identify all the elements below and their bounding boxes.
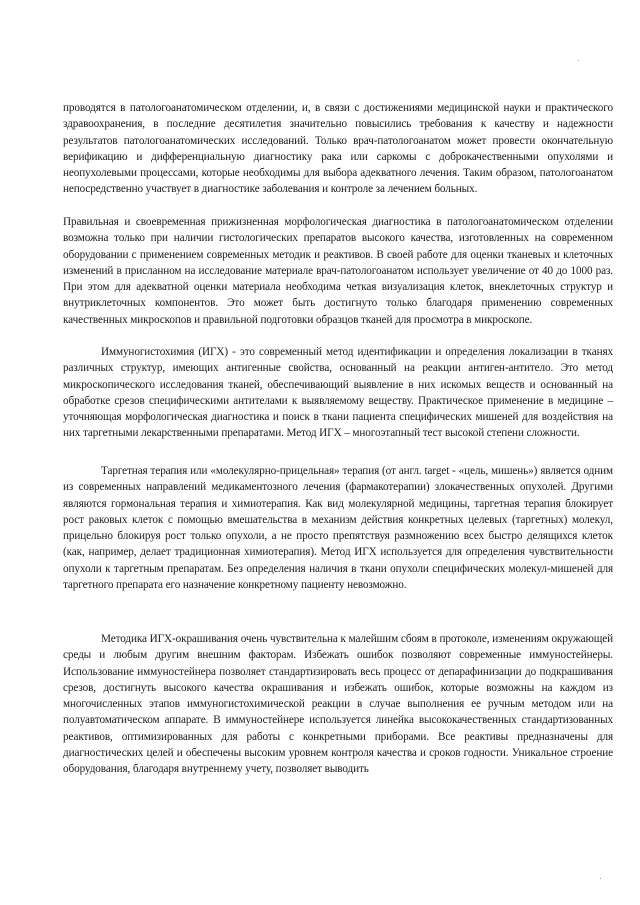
paragraph-text: проводятся в патологоанатомическом отделении, и, в связи с достижениями медицинской науки и практического здравоохранения, в последние десятилетия значительно повысились требования к качеству и надежности результатов патологоанатомических исследований. Только врач-патологоанатом может провести окончательную верификацию и дифференциальную диагностику рака или саркомы с доброкачественными опухолями и неопухолевыми процессами, которые необходимы для выбора адекватного лечения. Таким образом, патологоанатом непосредственно участвует в диагностике заболевания и контроле за лечением больных. — [63, 102, 613, 196]
paragraph-text: Методика ИГХ-окрашивания очень чувствительна к малейшим сбоям в протоколе, изменениям окружающей среды и любым другим внешним факторам. Избежать ошибок позволяют современные иммуностейнеры. Использование иммуностейнера позволяет стандартизировать весь процесс от депарафинизации до подкрашивания срезов, достигнуть высокого качества окрашивания и избежать ошибок, которые возможны на каждом из многочисленных этапов иммуногистохимической реакции в случае выполнения ее ручным методом или на полуавтоматическом аппарате. В иммуностейнере используется линейка высококачественных стандартизованных реактивов, оптимизированных для работы с конкретными приборами. Все реактивы предназначены для диагностических целей и обеспечены высоким уровнем контроля качества и сроков годности. Уникальное строение оборудования, благодаря внутреннему учету, позволяет выводить — [63, 633, 613, 775]
paragraph-pathology-department — [63, 100, 613, 198]
paragraph-text: Таргетная терапия или «молекулярно-прицельная» терапия (от англ. target - «цель, мишень») является одним из современных направлений медикаментозного лечения (фармакотерапии) злокачественных опухолей. Другими являются гормональная терапия и химиотерапия. Как вид молекулярной медицины, таргетная терапия блокирует рост раковых клеток с помощью вмешательства в механизм действия конкретных целевых (таргетных) молекул, прицельно блокируя рост только опухоли, а не просто препятствуя размножению всех быстро делящихся клеток (как, например, делает традиционная химиотерапия). Метод ИГХ используется для определения чувствительности опухоли к таргетным препаратам. Без определения наличия в ткани опухоли специфических молекул-мишеней для таргетного препарата его назначение конкретному пациенту невозможно. — [63, 465, 613, 591]
scan-speck — [600, 878, 601, 879]
paragraph-immunohistochemistry — [63, 344, 613, 442]
paragraph-text: Правильная и своевременная прижизненная морфологическая диагностика в патологоанатомическом отделении возможна только при наличии гистологических препаратов высокого качества, изготовленных на современном оборудовании с применением современных методик и реактивов. В своей работе для оценки тканевых и клеточных изменений в присланном на исследование материале врач-патологоанатом использует увеличение от 40 до 1000 раз. При этом для адекватной оценки материала необходима четкая визуализация клеток, внеклеточных структур и внутриклеточных компонентов. Это может быть достигнуто только благодаря применению современных качественных микроскопов и правильной подготовки образцов тканей для просмотра в микроскопе. — [63, 216, 613, 326]
scan-speck — [578, 60, 579, 61]
paragraph-morphological-diagnostics — [63, 214, 613, 328]
paragraph-text: Иммуногистохимия (ИГХ) - это современный метод идентификации и определения локализации в тканях различных структур, имеющих антигенные свойства, основанный на реакции антиген-антитело. Это метод микроскопического исследования тканей, обеспечивающий выявление в них искомых веществ и основанный на обработке срезов специфическими антителами к выявляемому веществу. Практическое применение в медицине – уточняющая морфологическая диагностика и поиск в ткани пациента специфических мишеней для воздействия на них таргетными лекарственными препаратами. Метод ИГХ – многоэтапный тест высокой степени сложности. — [63, 346, 613, 440]
paragraph-targeted-therapy — [63, 463, 613, 593]
paragraph-ihc-staining — [63, 631, 613, 777]
